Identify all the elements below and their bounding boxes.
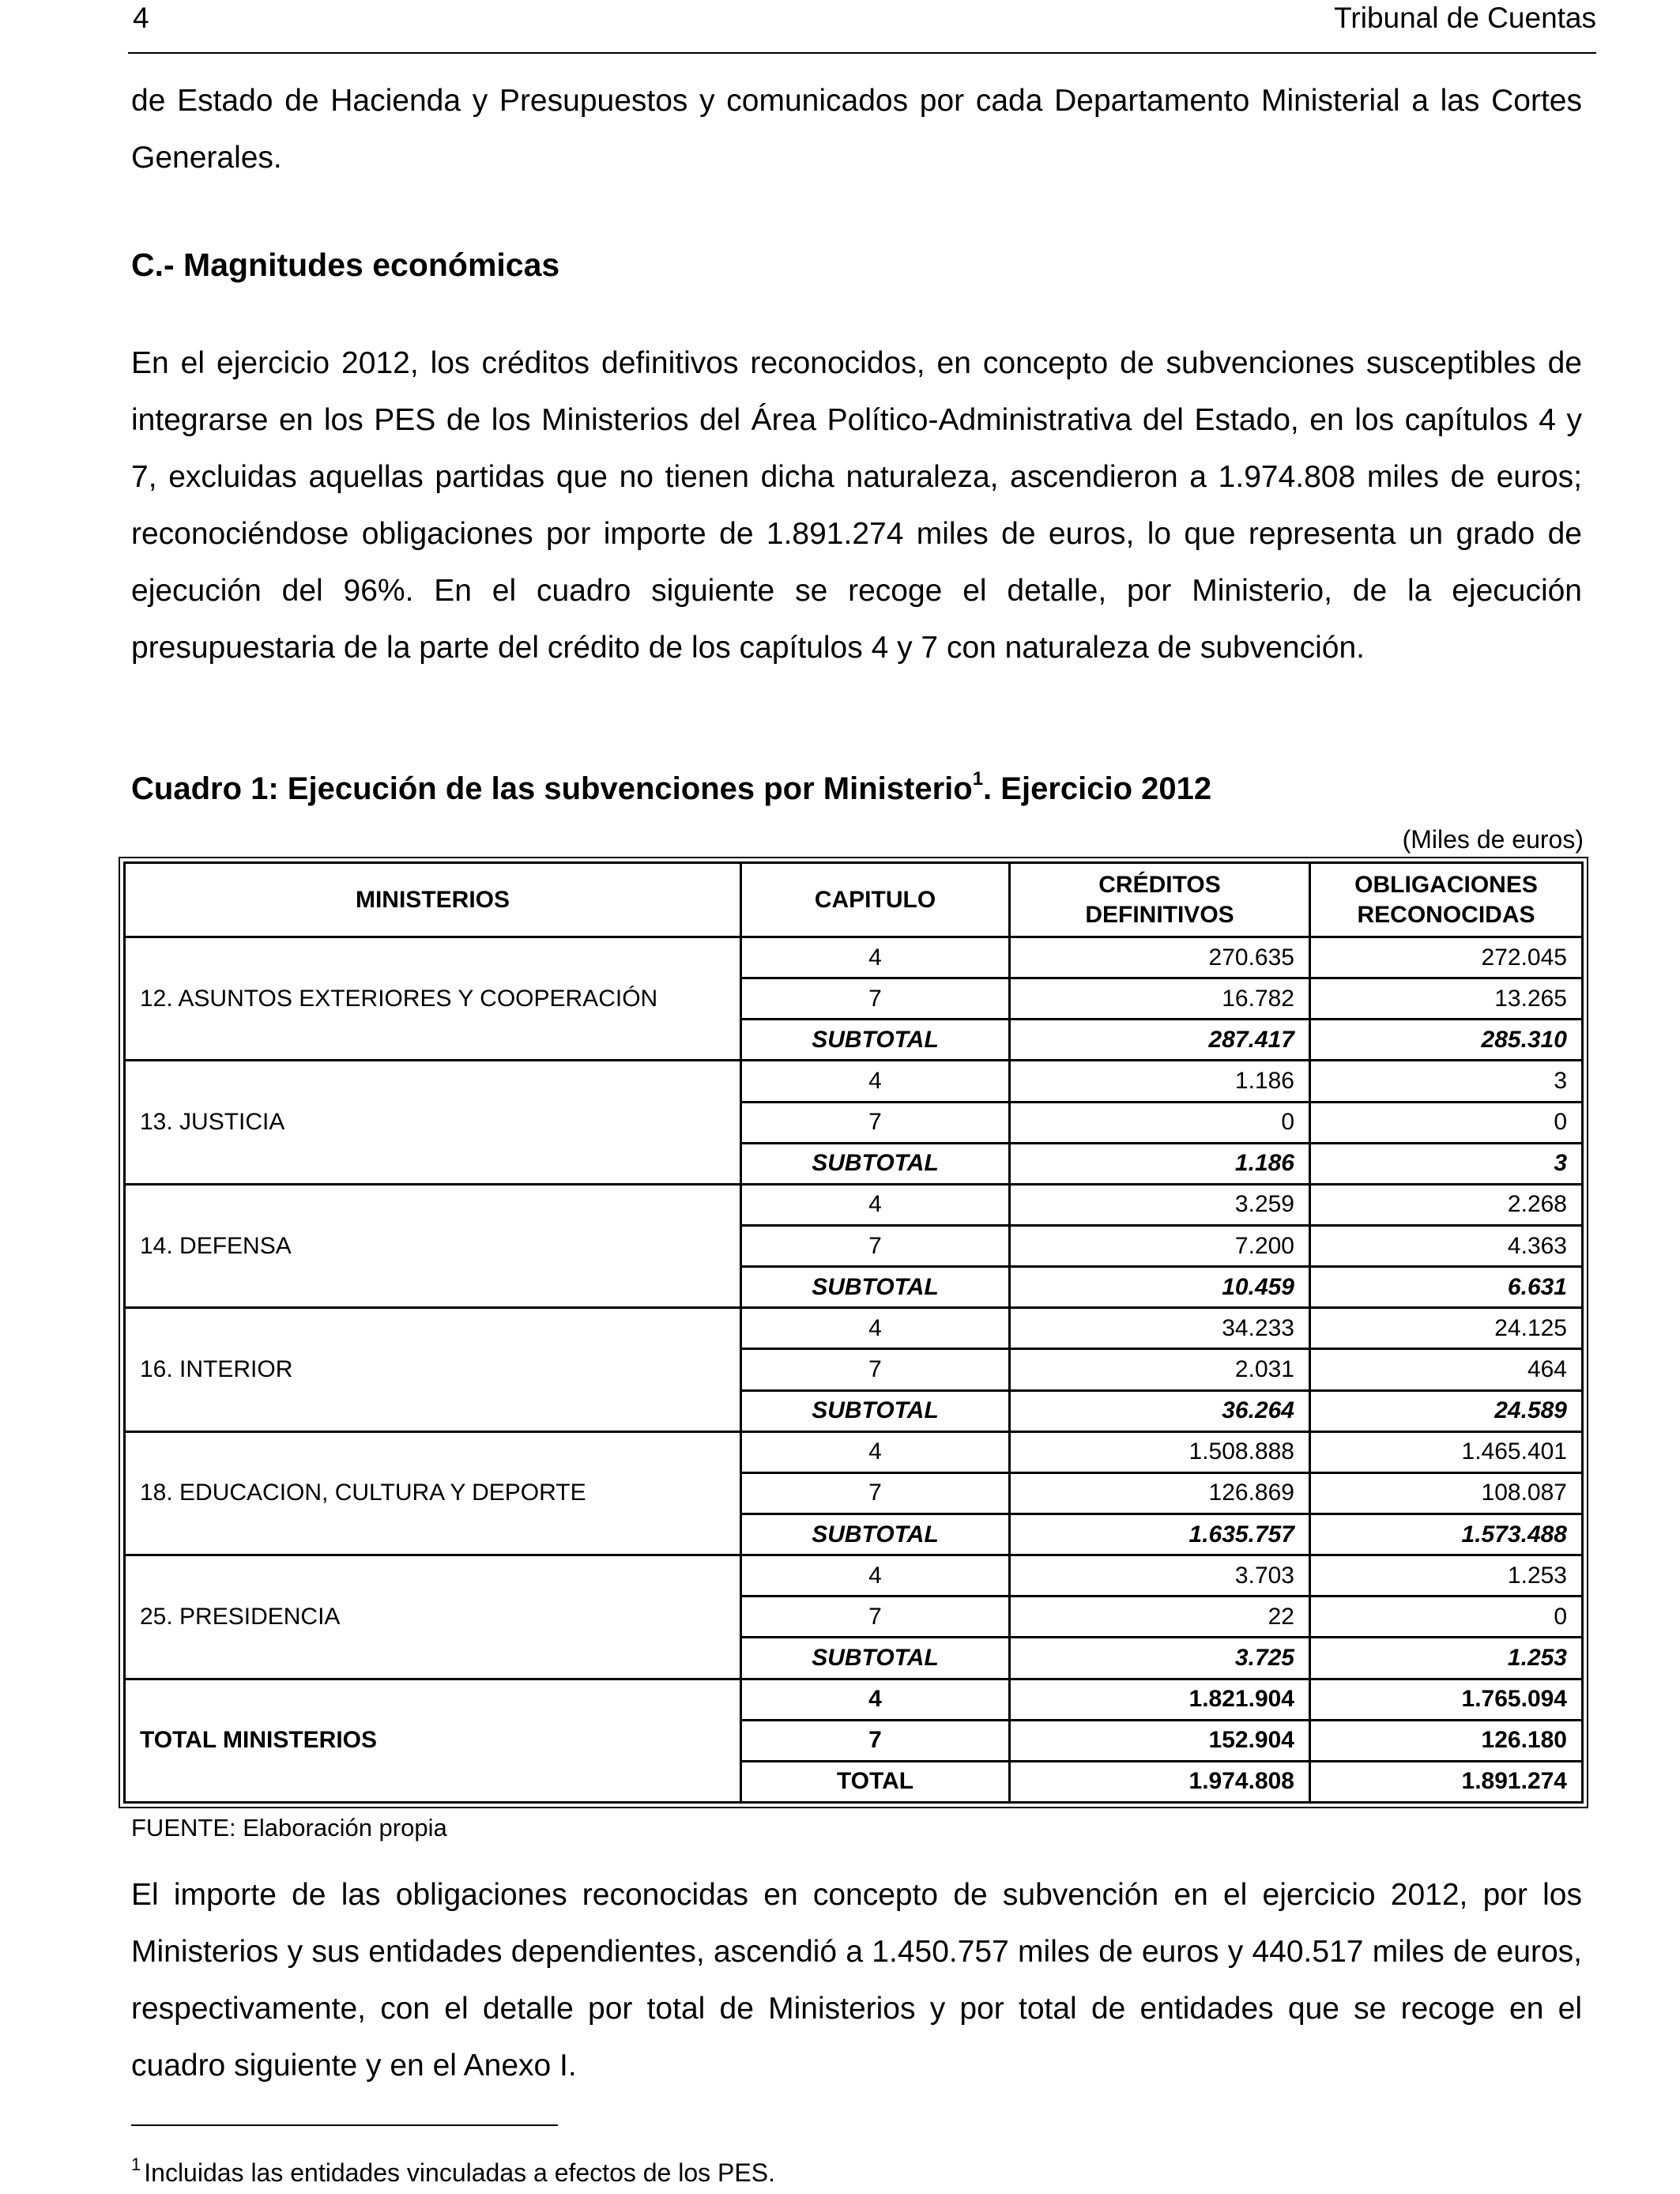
obligations-cell: 3 — [1310, 1061, 1583, 1102]
table-body — [125, 937, 1583, 1803]
credits-cell: 1.635.757 — [1010, 1514, 1310, 1555]
footnote-text: Incluidas las entidades vinculadas a efectos de los PES. — [144, 2158, 775, 2187]
header-credits — [1010, 863, 1310, 937]
table-row — [125, 1061, 1583, 1102]
chapter-cell: 7 — [741, 1720, 1010, 1761]
ministry-cell: 12. ASUNTOS EXTERIORES Y COOPERACIÓN — [125, 937, 741, 1061]
credits-cell: 10.459 — [1010, 1267, 1310, 1308]
credits-cell: 3.703 — [1010, 1555, 1310, 1596]
body-paragraph-2: El importe de las obligaciones reconocidas en concepto de subvención en el ejercicio 2012, por los Ministerios y sus entidades dependientes, ascendió a 1.450.757 miles de euros y 440.517 miles de euros, respectivamente, con el detalle por total de Ministerios y por total de entidades que se recoge en el cuadro siguiente y en el Anexo I. — [131, 1878, 1582, 2083]
chapter-cell: 7 — [741, 1596, 1010, 1638]
header-ministries: MINISTERIOS — [125, 863, 741, 937]
chapter-cell: 7 — [741, 1472, 1010, 1514]
obligations-cell: 1.891.274 — [1310, 1761, 1583, 1802]
obligations-cell: 1.573.488 — [1310, 1514, 1583, 1555]
chapter-cell: 4 — [741, 1679, 1010, 1720]
chapter-cell: 4 — [741, 1061, 1010, 1102]
credits-cell: 1.508.888 — [1010, 1431, 1310, 1472]
credits-cell: 0 — [1010, 1102, 1310, 1143]
obligations-cell: 0 — [1310, 1102, 1583, 1143]
credits-cell: 34.233 — [1010, 1308, 1310, 1349]
credits-cell: 36.264 — [1010, 1390, 1310, 1431]
table-row — [125, 1431, 1583, 1472]
credits-cell: 1.186 — [1010, 1061, 1310, 1102]
table-caption-text: Cuadro 1: Ejecución de las subvenciones por Ministerio — [131, 771, 973, 806]
obligations-cell: 1.765.094 — [1310, 1679, 1583, 1720]
credits-cell: 22 — [1010, 1596, 1310, 1638]
obligations-cell: 285.310 — [1310, 1020, 1583, 1061]
ministry-cell: 18. EDUCACION, CULTURA Y DEPORTE — [125, 1431, 741, 1555]
obligations-cell: 108.087 — [1310, 1472, 1583, 1514]
chapter-cell: TOTAL — [741, 1761, 1010, 1802]
obligations-cell: 4.363 — [1310, 1225, 1583, 1266]
table-header-row — [125, 863, 1583, 937]
chapter-cell: SUBTOTAL — [741, 1143, 1010, 1184]
chapter-cell: 4 — [741, 1555, 1010, 1596]
credits-cell: 287.417 — [1010, 1020, 1310, 1061]
header-obligations — [1310, 863, 1583, 937]
footnote-marker: 1 — [131, 2154, 141, 2174]
table-row — [125, 1308, 1583, 1349]
footnote-reference[interactable]: 1 — [972, 768, 984, 790]
chapter-cell: 4 — [741, 1431, 1010, 1472]
credits-cell: 2.031 — [1010, 1349, 1310, 1390]
section-heading: C.- Magnitudes económicas — [131, 247, 560, 283]
running-title: Tribunal de Cuentas — [1334, 2, 1596, 34]
chapter-cell: SUBTOTAL — [741, 1020, 1010, 1061]
obligations-cell: 126.180 — [1310, 1720, 1583, 1761]
chapter-cell: 7 — [741, 978, 1010, 1020]
ministry-cell: 16. INTERIOR — [125, 1308, 741, 1431]
footnote — [131, 2154, 775, 2188]
table-source: FUENTE: Elaboración propia — [131, 1814, 447, 1842]
credits-cell: 126.869 — [1010, 1472, 1310, 1514]
table-row — [125, 1184, 1583, 1225]
table-row — [125, 1555, 1583, 1596]
credits-cell: 1.821.904 — [1010, 1679, 1310, 1720]
chapter-cell: 4 — [741, 937, 1010, 978]
table-caption — [131, 768, 1211, 807]
subsidies-table — [123, 861, 1584, 1804]
header-chapter: CAPITULO — [741, 863, 1010, 937]
credits-cell: 152.904 — [1010, 1720, 1310, 1761]
chapter-cell: 4 — [741, 1308, 1010, 1349]
credits-cell: 3.259 — [1010, 1184, 1310, 1225]
header-obligations-line1: OBLIGACIONES — [1354, 871, 1538, 898]
chapter-cell: SUBTOTAL — [741, 1514, 1010, 1555]
obligations-cell: 1.253 — [1310, 1638, 1583, 1679]
body-paragraph-1: En el ejercicio 2012, los créditos definitivos reconocidos, en concepto de subvenciones susceptibles de integrarse en los PES de los Ministerios del Área Político-Administrativa del Estado, en los capítulos 4 y 7, excluidas aquellas partidas que no tienen dicha naturaleza, ascendieron a 1.974.808 miles de euros; reconociéndose obligaciones por importe de 1.891.274 miles de euros, lo que representa un grado de ejecución del 96%. En el cuadro siguiente se recoge el detalle, por Ministerio, de la ejecución presupuestaria de la parte del crédito de los capítulos 4 y 7 con naturaleza de subvención. — [131, 346, 1582, 665]
chapter-cell: SUBTOTAL — [741, 1267, 1010, 1308]
header-credits-line2: DEFINITIVOS — [1085, 901, 1234, 928]
obligations-cell: 464 — [1310, 1349, 1583, 1390]
chapter-cell: 7 — [741, 1349, 1010, 1390]
ministry-cell: 14. DEFENSA — [125, 1184, 741, 1307]
obligations-cell: 0 — [1310, 1596, 1583, 1638]
chapter-cell: 4 — [741, 1184, 1010, 1225]
total-row — [125, 1679, 1583, 1720]
chapter-cell: 7 — [741, 1102, 1010, 1143]
obligations-cell: 24.125 — [1310, 1308, 1583, 1349]
credits-cell: 1.186 — [1010, 1143, 1310, 1184]
obligations-cell: 1.253 — [1310, 1555, 1583, 1596]
continued-paragraph: de Estado de Hacienda y Presupuestos y comunicados por cada Departamento Ministerial a las Cortes Generales. — [131, 84, 1582, 175]
footnote-separator — [131, 2124, 558, 2126]
obligations-cell: 24.589 — [1310, 1390, 1583, 1431]
obligations-cell: 6.631 — [1310, 1267, 1583, 1308]
credits-cell: 7.200 — [1010, 1225, 1310, 1266]
obligations-cell: 3 — [1310, 1143, 1583, 1184]
total-label-cell: TOTAL MINISTERIOS — [125, 1679, 741, 1802]
obligations-cell: 13.265 — [1310, 978, 1583, 1020]
obligations-cell: 1.465.401 — [1310, 1431, 1583, 1472]
page-number: 4 — [133, 2, 149, 34]
ministry-cell: 13. JUSTICIA — [125, 1061, 741, 1184]
obligations-cell: 2.268 — [1310, 1184, 1583, 1225]
credits-cell: 3.725 — [1010, 1638, 1310, 1679]
running-header — [128, 0, 1596, 54]
credits-cell: 16.782 — [1010, 978, 1310, 1020]
credits-cell: 1.974.808 — [1010, 1761, 1310, 1802]
obligations-cell: 272.045 — [1310, 937, 1583, 978]
credits-cell: 270.635 — [1010, 937, 1310, 978]
chapter-cell: SUBTOTAL — [741, 1390, 1010, 1431]
table-row — [125, 937, 1583, 978]
table-caption-year: . Ejercicio 2012 — [983, 771, 1212, 806]
chapter-cell: SUBTOTAL — [741, 1638, 1010, 1679]
unit-note: (Miles de euros) — [1402, 825, 1584, 854]
table-frame — [119, 857, 1588, 1808]
ministry-cell: 25. PRESIDENCIA — [125, 1555, 741, 1679]
header-credits-line1: CRÉDITOS — [1098, 871, 1221, 898]
chapter-cell: 7 — [741, 1225, 1010, 1266]
header-obligations-line2: RECONOCIDAS — [1357, 901, 1535, 928]
